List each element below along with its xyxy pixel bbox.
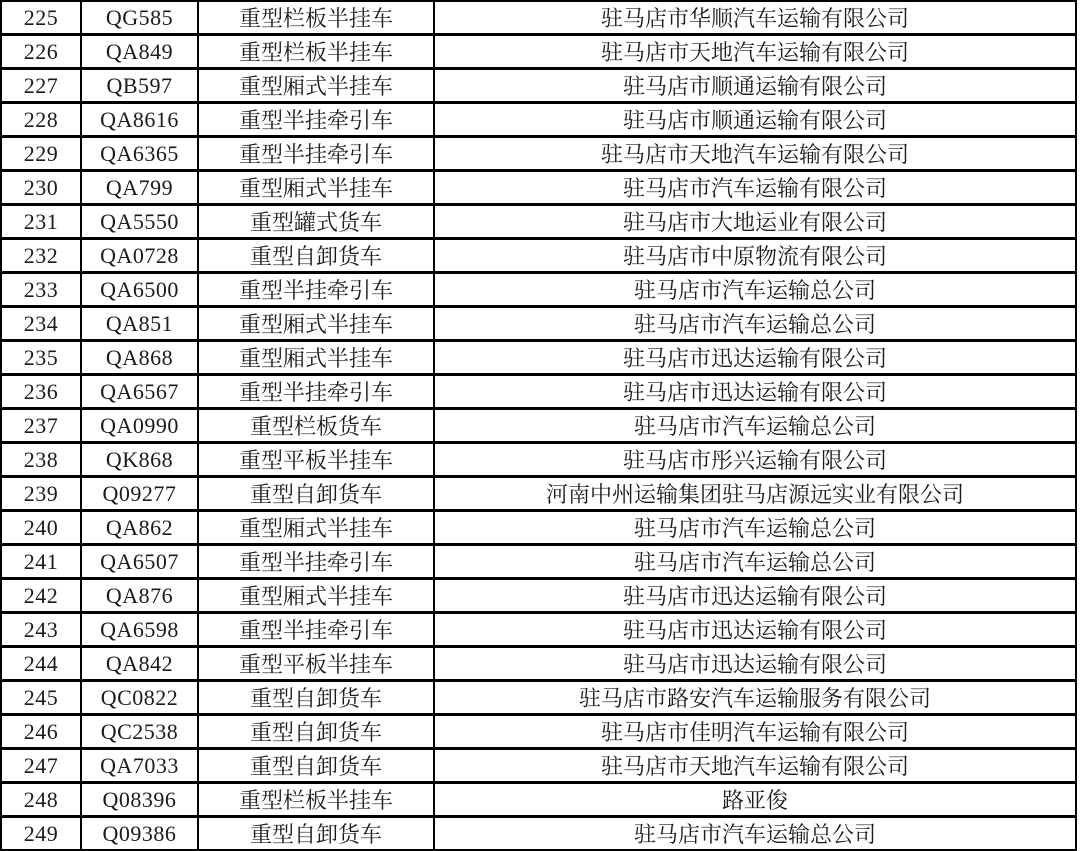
table-row <box>1 443 1076 477</box>
vehicle-type-cell: 重型平板半挂车 <box>198 443 434 477</box>
plate-number-cell: QA6507 <box>81 545 198 579</box>
company-name-cell: 驻马店市汽车运输总公司 <box>434 307 1076 341</box>
table-body <box>1 1 1076 850</box>
table-row <box>1 783 1076 817</box>
row-number-cell: 246 <box>1 715 81 749</box>
vehicle-type-cell: 重型厢式半挂车 <box>198 511 434 545</box>
table-row <box>1 205 1076 239</box>
plate-number-cell: QA842 <box>81 647 198 681</box>
vehicle-type-cell: 重型自卸货车 <box>198 239 434 273</box>
vehicle-type-cell: 重型厢式半挂车 <box>198 171 434 205</box>
table-row <box>1 69 1076 103</box>
plate-number-cell: QB597 <box>81 69 198 103</box>
plate-number-cell: QA862 <box>81 511 198 545</box>
company-name-cell: 驻马店市迅达运输有限公司 <box>434 613 1076 647</box>
company-name-cell: 驻马店市天地汽车运输有限公司 <box>434 749 1076 783</box>
row-number-cell: 229 <box>1 137 81 171</box>
plate-number-cell: QA0728 <box>81 239 198 273</box>
plate-number-cell: Q09386 <box>81 817 198 851</box>
vehicle-type-cell: 重型半挂牵引车 <box>198 375 434 409</box>
row-number-cell: 241 <box>1 545 81 579</box>
company-name-cell: 驻马店市大地运业有限公司 <box>434 205 1076 239</box>
vehicle-type-cell: 重型栏板半挂车 <box>198 35 434 69</box>
vehicle-type-cell: 重型半挂牵引车 <box>198 545 434 579</box>
company-name-cell: 驻马店市天地汽车运输有限公司 <box>434 137 1076 171</box>
row-number-cell: 227 <box>1 69 81 103</box>
table-row <box>1 171 1076 205</box>
plate-number-cell: QG585 <box>81 1 198 35</box>
row-number-cell: 248 <box>1 783 81 817</box>
plate-number-cell: QA7033 <box>81 749 198 783</box>
company-name-cell: 驻马店市汽车运输有限公司 <box>434 171 1076 205</box>
row-number-cell: 249 <box>1 817 81 851</box>
company-name-cell: 驻马店市佳明汽车运输有限公司 <box>434 715 1076 749</box>
row-number-cell: 240 <box>1 511 81 545</box>
table-row <box>1 715 1076 749</box>
vehicle-type-cell: 重型厢式半挂车 <box>198 69 434 103</box>
company-name-cell: 河南中州运输集团驻马店源远实业有限公司 <box>434 477 1076 511</box>
vehicle-type-cell: 重型平板半挂车 <box>198 647 434 681</box>
row-number-cell: 235 <box>1 341 81 375</box>
plate-number-cell: QC0822 <box>81 681 198 715</box>
plate-number-cell: QK868 <box>81 443 198 477</box>
plate-number-cell: QA849 <box>81 35 198 69</box>
plate-number-cell: Q09277 <box>81 477 198 511</box>
company-name-cell: 驻马店市汽车运输总公司 <box>434 817 1076 851</box>
table-row <box>1 273 1076 307</box>
company-name-cell: 驻马店市汽车运输总公司 <box>434 273 1076 307</box>
row-number-cell: 226 <box>1 35 81 69</box>
row-number-cell: 228 <box>1 103 81 137</box>
vehicle-type-cell: 重型自卸货车 <box>198 817 434 851</box>
vehicle-type-cell: 重型自卸货车 <box>198 681 434 715</box>
plate-number-cell: QA0990 <box>81 409 198 443</box>
plate-number-cell: QA799 <box>81 171 198 205</box>
company-name-cell: 驻马店市天地汽车运输有限公司 <box>434 35 1076 69</box>
row-number-cell: 230 <box>1 171 81 205</box>
table-row <box>1 341 1076 375</box>
row-number-cell: 242 <box>1 579 81 613</box>
company-name-cell: 驻马店市彤兴运输有限公司 <box>434 443 1076 477</box>
row-number-cell: 239 <box>1 477 81 511</box>
table-row <box>1 579 1076 613</box>
vehicle-type-cell: 重型自卸货车 <box>198 477 434 511</box>
vehicle-type-cell: 重型栏板半挂车 <box>198 783 434 817</box>
row-number-cell: 243 <box>1 613 81 647</box>
table-row <box>1 647 1076 681</box>
vehicle-type-cell: 重型自卸货车 <box>198 749 434 783</box>
plate-number-cell: QA5550 <box>81 205 198 239</box>
table-row <box>1 613 1076 647</box>
company-name-cell: 驻马店市汽车运输总公司 <box>434 511 1076 545</box>
table-row <box>1 375 1076 409</box>
row-number-cell: 233 <box>1 273 81 307</box>
plate-number-cell: QA8616 <box>81 103 198 137</box>
company-name-cell: 驻马店市迅达运输有限公司 <box>434 375 1076 409</box>
table-row <box>1 409 1076 443</box>
vehicle-type-cell: 重型半挂牵引车 <box>198 613 434 647</box>
table-row <box>1 545 1076 579</box>
plate-number-cell: QA6598 <box>81 613 198 647</box>
table-row <box>1 239 1076 273</box>
row-number-cell: 231 <box>1 205 81 239</box>
table-row <box>1 477 1076 511</box>
company-name-cell: 驻马店市路安汽车运输服务有限公司 <box>434 681 1076 715</box>
company-name-cell: 驻马店市汽车运输总公司 <box>434 545 1076 579</box>
plate-number-cell: QA6567 <box>81 375 198 409</box>
company-name-cell: 驻马店市迅达运输有限公司 <box>434 579 1076 613</box>
company-name-cell: 驻马店市中原物流有限公司 <box>434 239 1076 273</box>
company-name-cell: 驻马店市迅达运输有限公司 <box>434 341 1076 375</box>
row-number-cell: 236 <box>1 375 81 409</box>
table-row <box>1 681 1076 715</box>
table-row <box>1 137 1076 171</box>
vehicle-type-cell: 重型栏板货车 <box>198 409 434 443</box>
table-row <box>1 749 1076 783</box>
vehicle-type-cell: 重型厢式半挂车 <box>198 307 434 341</box>
row-number-cell: 237 <box>1 409 81 443</box>
plate-number-cell: QC2538 <box>81 715 198 749</box>
row-number-cell: 232 <box>1 239 81 273</box>
vehicle-type-cell: 重型自卸货车 <box>198 715 434 749</box>
company-name-cell: 驻马店市华顺汽车运输有限公司 <box>434 1 1076 35</box>
table-row <box>1 817 1076 851</box>
vehicle-type-cell: 重型厢式半挂车 <box>198 341 434 375</box>
plate-number-cell: QA851 <box>81 307 198 341</box>
row-number-cell: 247 <box>1 749 81 783</box>
plate-number-cell: QA868 <box>81 341 198 375</box>
vehicle-type-cell: 重型半挂牵引车 <box>198 273 434 307</box>
vehicle-type-cell: 重型厢式半挂车 <box>198 579 434 613</box>
vehicle-type-cell: 重型栏板半挂车 <box>198 1 434 35</box>
row-number-cell: 244 <box>1 647 81 681</box>
row-number-cell: 245 <box>1 681 81 715</box>
row-number-cell: 238 <box>1 443 81 477</box>
company-name-cell: 驻马店市顺通运输有限公司 <box>434 103 1076 137</box>
table-row <box>1 35 1076 69</box>
vehicle-type-cell: 重型半挂牵引车 <box>198 137 434 171</box>
vehicle-type-cell: 重型罐式货车 <box>198 205 434 239</box>
row-number-cell: 225 <box>1 1 81 35</box>
company-name-cell: 路亚俊 <box>434 783 1076 817</box>
table-row <box>1 1 1076 35</box>
row-number-cell: 234 <box>1 307 81 341</box>
company-name-cell: 驻马店市迅达运输有限公司 <box>434 647 1076 681</box>
table-row <box>1 307 1076 341</box>
company-name-cell: 驻马店市顺通运输有限公司 <box>434 69 1076 103</box>
table-row <box>1 511 1076 545</box>
plate-number-cell: Q08396 <box>81 783 198 817</box>
table-row <box>1 103 1076 137</box>
company-name-cell: 驻马店市汽车运输总公司 <box>434 409 1076 443</box>
vehicle-type-cell: 重型半挂牵引车 <box>198 103 434 137</box>
plate-number-cell: QA876 <box>81 579 198 613</box>
plate-number-cell: QA6500 <box>81 273 198 307</box>
plate-number-cell: QA6365 <box>81 137 198 171</box>
